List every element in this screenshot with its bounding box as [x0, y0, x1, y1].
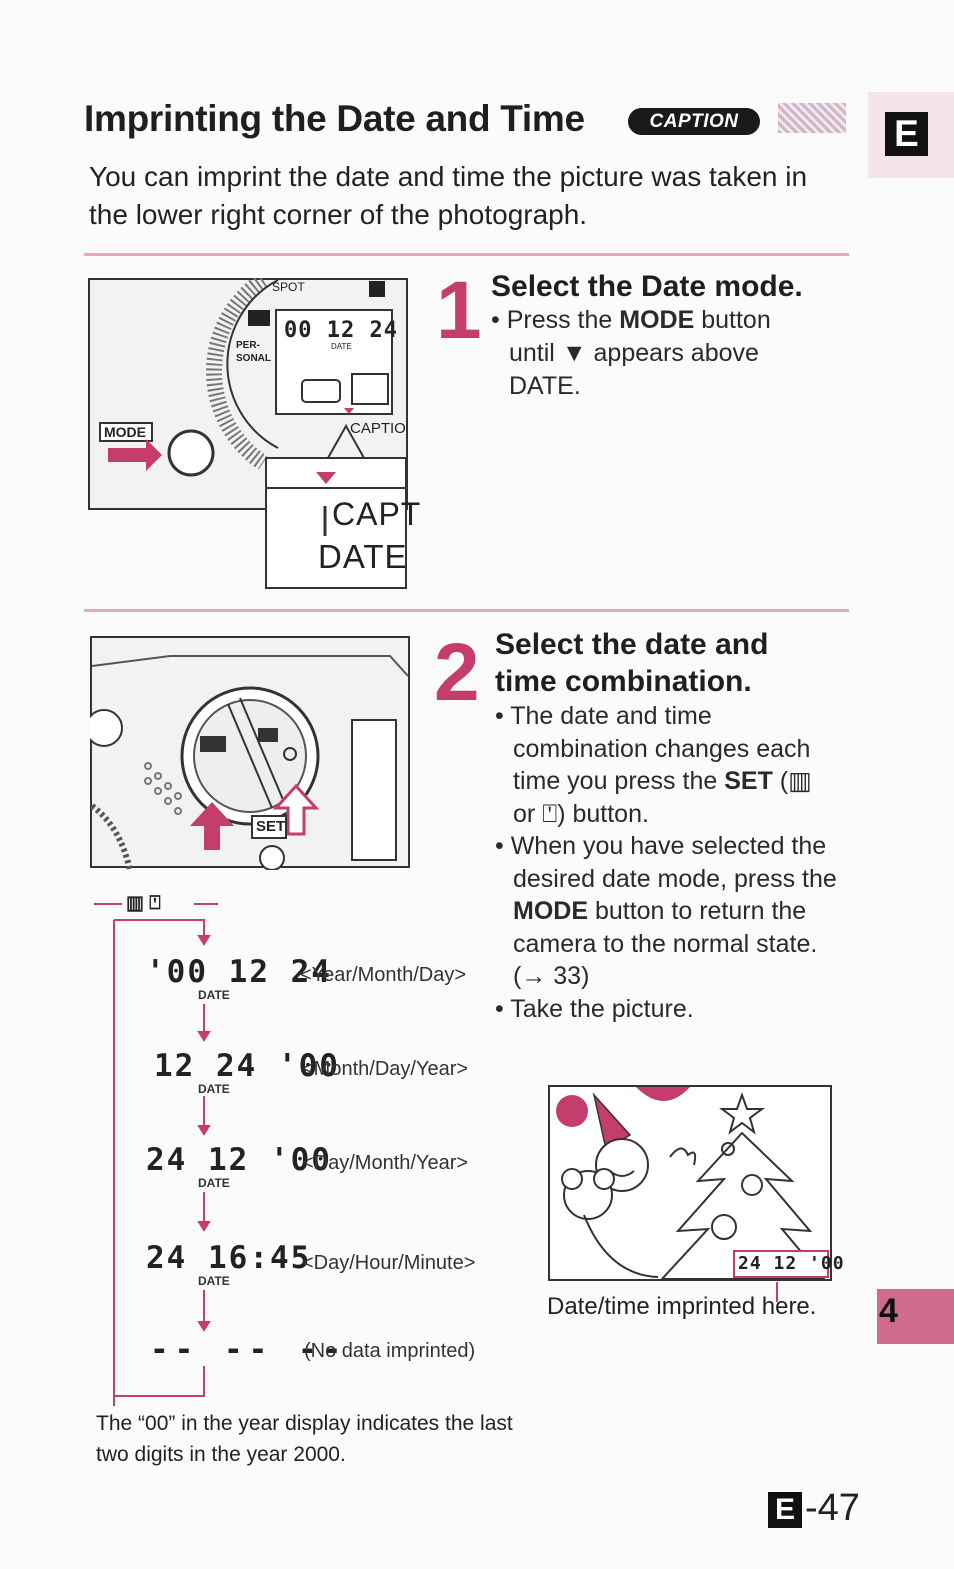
language-tab-letter: E	[885, 112, 928, 156]
date-display-row-2: 12 24 '00	[154, 1048, 340, 1084]
step2-figure	[90, 636, 412, 870]
photo-imprint: 24 12 '00	[738, 1253, 845, 1274]
step2-bullets: • The date and time combination changes each time you press the SET (▥ or ⍞) button. • When you have selected the desired date mode, press the MODE button to return the camera to the normal state. (→ 33) • Take the picture.	[495, 702, 837, 1023]
sample-photo	[548, 1085, 845, 1283]
date-display-row-3: 24 12 '00	[146, 1142, 332, 1178]
date-label: DATE	[198, 988, 230, 1002]
spot-label: SPOT	[272, 280, 305, 294]
self-timer-icon: ⍞	[542, 799, 558, 828]
step2-number: 2	[434, 627, 480, 718]
personal-label-2: SONAL	[236, 353, 271, 364]
date-format-row-3: <Day/Month/Year>	[302, 1152, 469, 1174]
lcd-date-label: DATE	[331, 342, 352, 351]
zoom-caption-label: CAPT	[332, 496, 422, 532]
set-label: SET	[256, 818, 286, 835]
lcd-date-digits: 00 12 24	[284, 318, 398, 343]
set-buttons-icons: ▥ ⍞	[126, 893, 161, 914]
divider	[84, 609, 849, 612]
date-label: DATE	[198, 1176, 230, 1190]
date-format-row-5: (No data imprinted)	[304, 1340, 476, 1362]
triangle-down-icon: ▼	[561, 339, 587, 367]
date-display-row-5: -- -- --	[150, 1332, 348, 1368]
step1-bullet: • Press the MODE button until ▼ appears above DATE.	[491, 306, 771, 400]
step2-title-line1: Select the date and	[495, 628, 769, 661]
footnote: The “00” in the year display indicates the last two digits in the year 2000.	[96, 1412, 513, 1466]
step2-title-line2: time combination.	[495, 665, 752, 698]
date-sequence-diagram	[90, 886, 520, 1406]
arrow-icon	[108, 448, 148, 462]
personal-label-1: PER-	[236, 340, 260, 351]
step1-title: Select the Date mode.	[491, 270, 803, 303]
page-title: Imprinting the Date and Time	[84, 98, 585, 139]
date-display-row-1: '00 12 24	[146, 954, 332, 990]
caption-badge: CAPTION	[628, 108, 760, 135]
mode-button	[169, 431, 213, 475]
date-format-row-4: <Day/Hour/Minute>	[302, 1252, 476, 1274]
date-label: DATE	[198, 1274, 230, 1288]
zoom-date-label: DATE	[318, 538, 408, 575]
page-prefix-box: E	[768, 1492, 802, 1528]
divider	[84, 253, 849, 256]
date-display-row-4: 24 16:45	[146, 1240, 312, 1276]
camera-back-illustration	[90, 636, 412, 870]
date-format-row-2: <Month/Day/Year>	[302, 1058, 469, 1080]
page-number: -47	[805, 1487, 860, 1529]
caption-mode-label: CAPTIO	[350, 420, 406, 437]
photo-caption: Date/time imprinted here.	[547, 1293, 817, 1320]
date-format-row-1: <Year/Month/Day>	[300, 964, 467, 986]
date-label: DATE	[198, 1082, 230, 1096]
multi-frame-icon: ▥	[788, 767, 812, 795]
mode-label: MODE	[104, 424, 146, 440]
intro-text: You can imprint the date and time the picture was taken in the lower right corner of the photograph.	[89, 161, 808, 230]
step1-figure	[88, 278, 422, 590]
step1-number: 1	[436, 265, 482, 356]
caption-pattern-icon	[778, 103, 846, 133]
chapter-number: 4	[879, 1292, 898, 1330]
